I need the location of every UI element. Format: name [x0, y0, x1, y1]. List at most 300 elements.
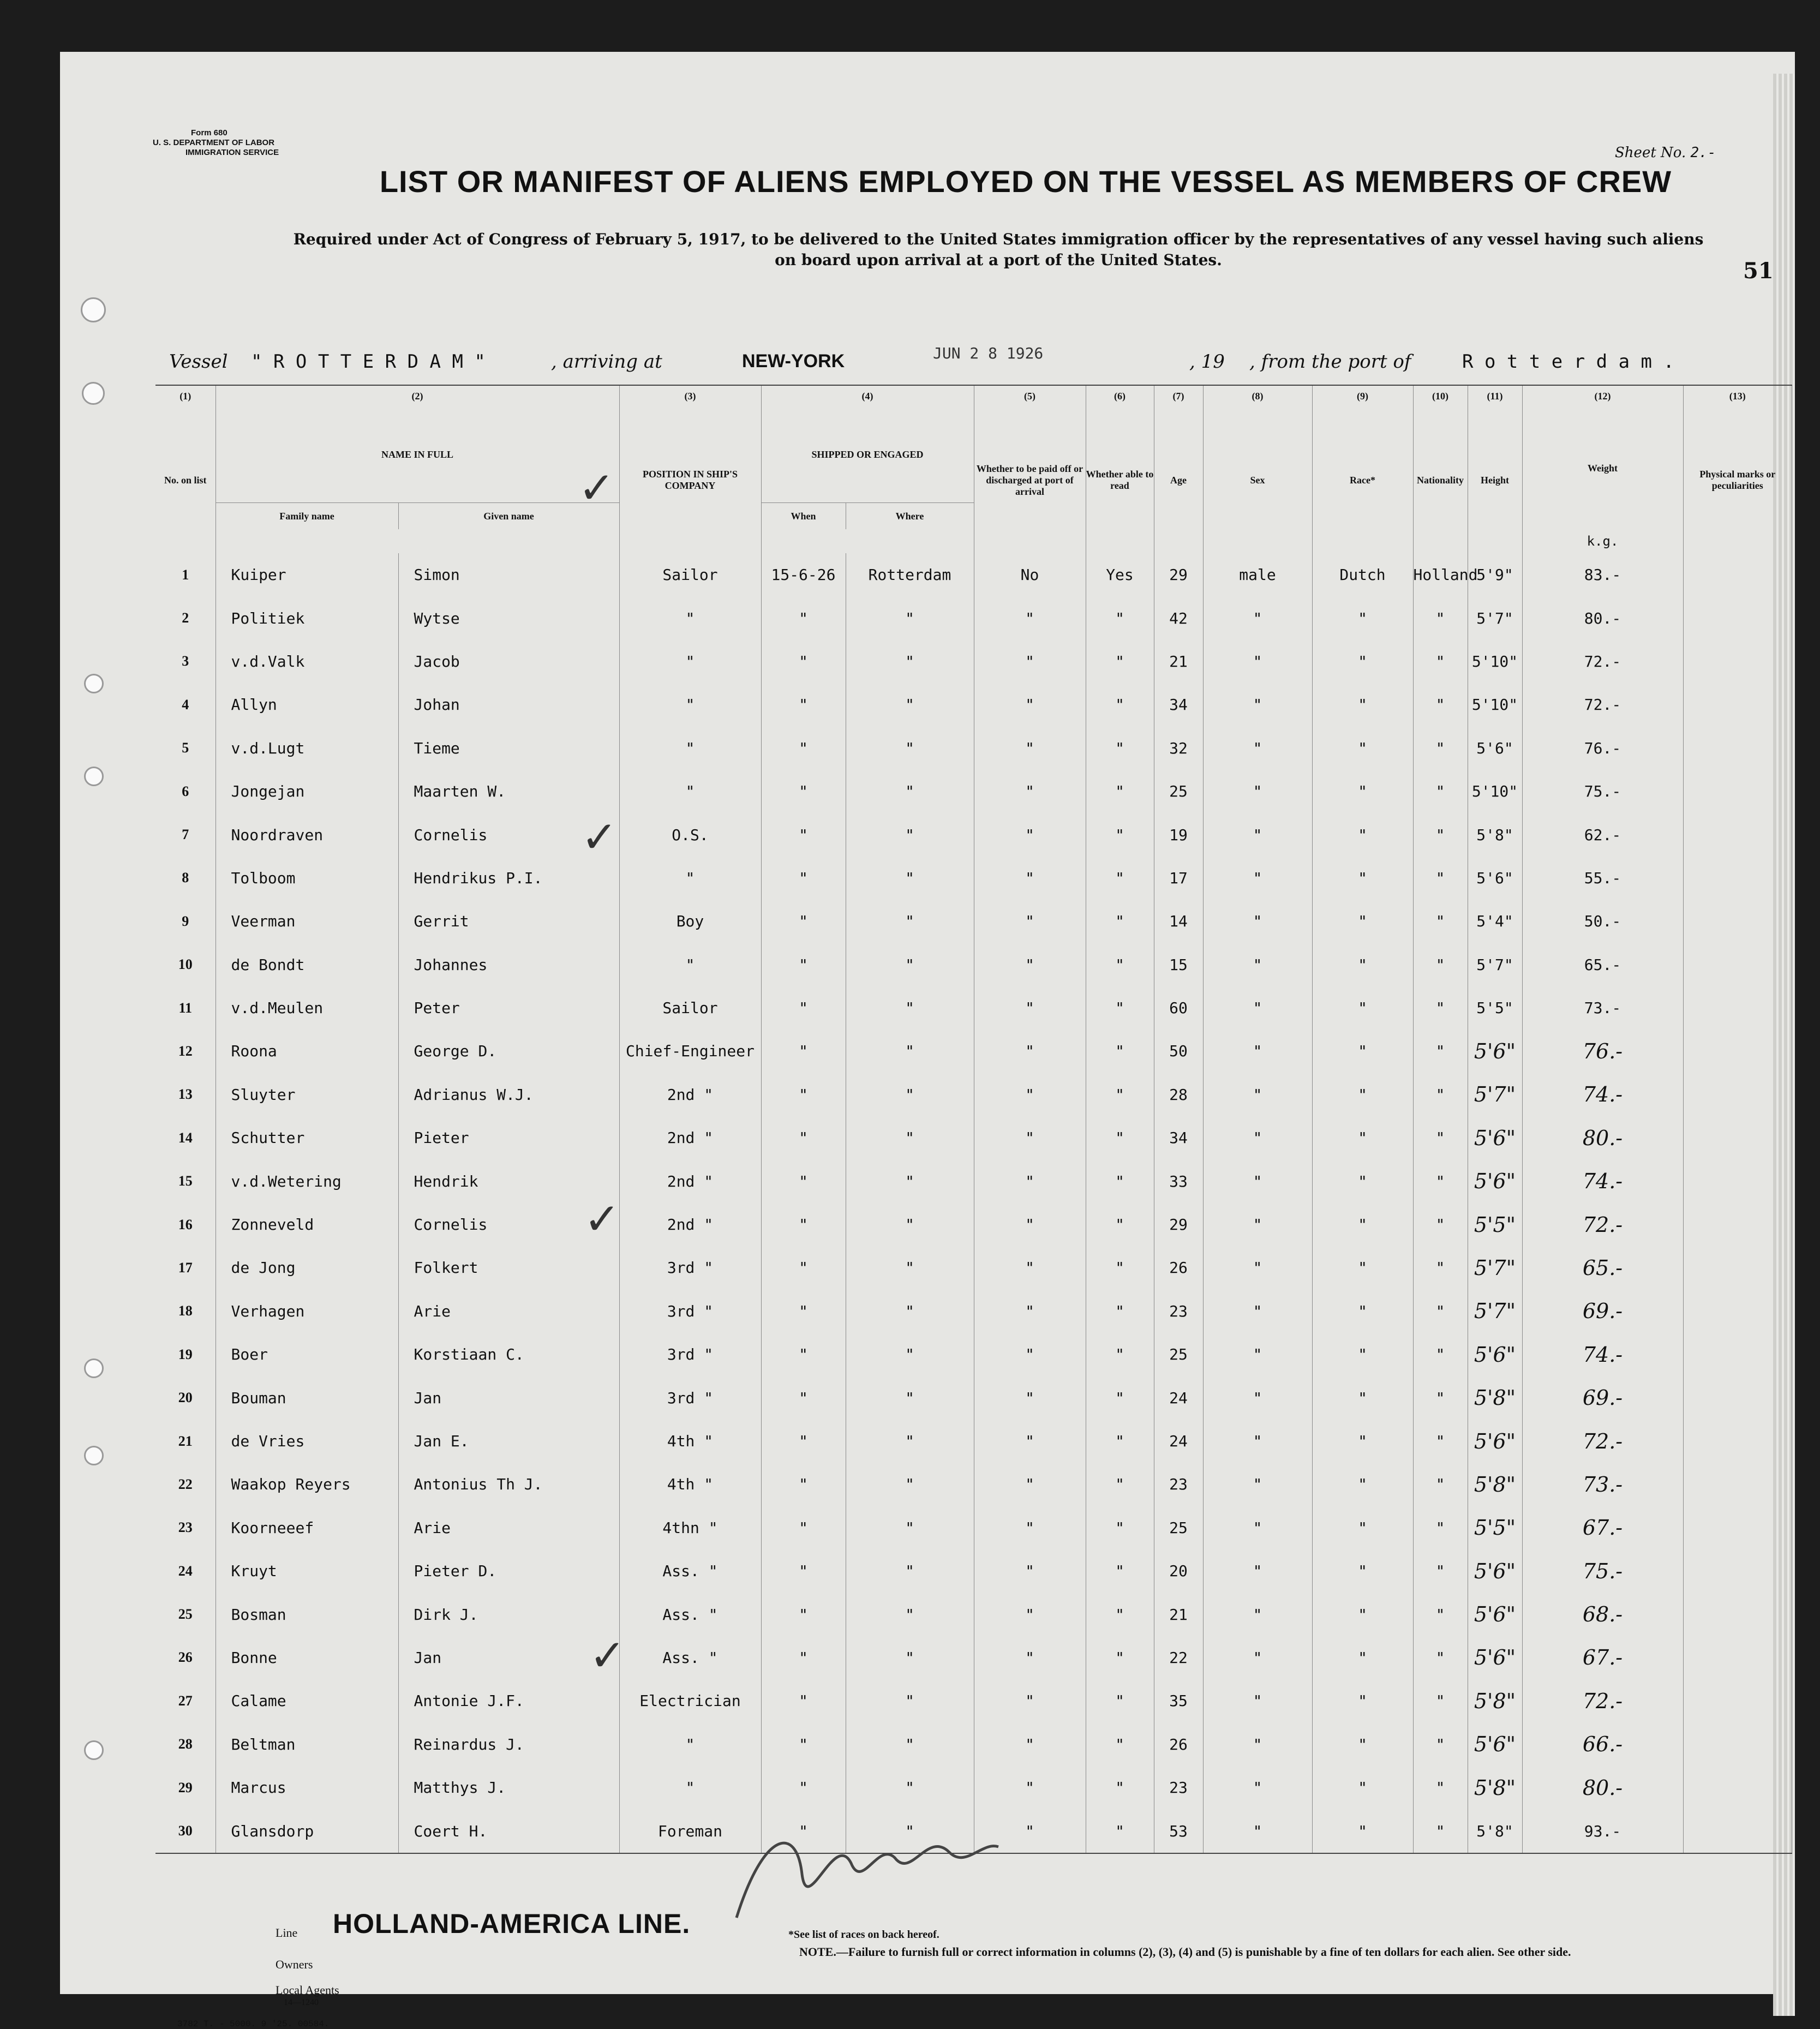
shipped-where-cell: ": [846, 1636, 974, 1679]
paid-off-cell: ": [974, 1636, 1086, 1679]
race-cell: ": [1312, 596, 1413, 639]
arriving-port: NEW-YORK: [742, 351, 845, 372]
family-name-cell: Allyn: [215, 683, 398, 726]
form-number: Form 680: [191, 128, 228, 137]
physical-marks-cell: [1683, 1420, 1792, 1463]
nationality-cell: ": [1413, 813, 1468, 856]
given-name-cell: Pieter D.: [398, 1549, 619, 1593]
race-cell: ": [1312, 1030, 1413, 1073]
weight-cell: 55.-: [1522, 857, 1683, 900]
weight-cell: 76.-: [1522, 727, 1683, 770]
physical-marks-cell: [1683, 1116, 1792, 1159]
able-to-read-cell: ": [1086, 1203, 1154, 1246]
race-cell: ": [1312, 727, 1413, 770]
row-number-cell: 11: [155, 986, 215, 1030]
nationality-cell: ": [1413, 1809, 1468, 1853]
age-cell: 60: [1154, 986, 1203, 1030]
shipped-when-cell: ": [761, 1246, 846, 1289]
sheet-number-value: 2.-: [1690, 145, 1716, 161]
header-race: Race*: [1312, 407, 1413, 553]
family-name-cell: Bonne: [215, 1636, 398, 1679]
company-stamp: HOLLAND-AMERICA LINE.: [333, 1908, 691, 1939]
physical-marks-cell: [1683, 943, 1792, 986]
weight-cell: 74.-: [1522, 1333, 1683, 1376]
shipped-where-cell: ": [846, 683, 974, 726]
able-to-read-cell: ": [1086, 1290, 1154, 1333]
paid-off-cell: ": [974, 813, 1086, 856]
race-cell: Dutch: [1312, 553, 1413, 596]
family-name-cell: Jongejan: [215, 770, 398, 813]
table-row: [155, 1073, 1792, 1116]
family-name-cell: Beltman: [215, 1723, 398, 1766]
manifest-sheet: [60, 52, 1795, 2029]
table-row: [155, 596, 1792, 639]
paid-off-cell: ": [974, 727, 1086, 770]
shipped-where-cell: ": [846, 1723, 974, 1766]
family-name-cell: v.d.Meulen: [215, 986, 398, 1030]
age-cell: 29: [1154, 553, 1203, 596]
sex-cell: ": [1203, 683, 1312, 726]
able-to-read-cell: ": [1086, 727, 1154, 770]
family-name-cell: Bosman: [215, 1593, 398, 1636]
position-cell: 3rd ": [619, 1333, 761, 1376]
shipped-when-cell: ": [761, 1073, 846, 1116]
position-cell: ": [619, 640, 761, 683]
row-number-cell: 1: [155, 553, 215, 596]
shipped-where-cell: ": [846, 1073, 974, 1116]
shipped-when-cell: ": [761, 596, 846, 639]
check-mark-icon: ✓: [581, 812, 618, 863]
header-shipped: SHIPPED OR ENGAGED: [761, 407, 974, 503]
physical-marks-cell: [1683, 1723, 1792, 1766]
age-cell: 23: [1154, 1766, 1203, 1809]
shipped-when-cell: ": [761, 1159, 846, 1202]
age-cell: 50: [1154, 1030, 1203, 1073]
nationality-cell: ": [1413, 1246, 1468, 1289]
able-to-read-cell: ": [1086, 1463, 1154, 1506]
given-name-cell: George D.: [398, 1030, 619, 1073]
position-cell: Boy: [619, 900, 761, 943]
physical-marks-cell: [1683, 1679, 1792, 1722]
height-cell: 5'6": [1468, 1593, 1522, 1636]
row-number-cell: 30: [155, 1809, 215, 1853]
weight-cell: 74.-: [1522, 1159, 1683, 1202]
able-to-read-cell: ": [1086, 596, 1154, 639]
year-label: , 19: [1189, 351, 1225, 373]
subtitle-line-2: on board upon arrival at a port of the United States.: [775, 251, 1222, 269]
table-row: [155, 1636, 1792, 1679]
shipped-where-cell: ": [846, 1030, 974, 1073]
age-cell: 33: [1154, 1159, 1203, 1202]
given-name-cell: Dirk J.: [398, 1593, 619, 1636]
table-row: [155, 1203, 1792, 1246]
height-cell: 5'6": [1468, 1420, 1522, 1463]
nationality-cell: ": [1413, 943, 1468, 986]
sex-cell: ": [1203, 1723, 1312, 1766]
sex-cell: ": [1203, 857, 1312, 900]
shipped-where-cell: ": [846, 770, 974, 813]
race-cell: ": [1312, 1809, 1413, 1853]
position-cell: ": [619, 596, 761, 639]
height-cell: 5'7": [1468, 1290, 1522, 1333]
able-to-read-cell: ": [1086, 986, 1154, 1030]
col-num-1: (1): [155, 385, 215, 407]
physical-marks-cell: [1683, 1463, 1792, 1506]
table-row: [155, 986, 1792, 1030]
row-number-cell: 24: [155, 1549, 215, 1593]
shipped-when-cell: ": [761, 1593, 846, 1636]
race-note: *See list of races on back hereof.: [788, 1929, 939, 1941]
nationality-cell: ": [1413, 596, 1468, 639]
able-to-read-cell: ": [1086, 1593, 1154, 1636]
sex-cell: ": [1203, 943, 1312, 986]
row-number-cell: 21: [155, 1420, 215, 1463]
nationality-cell: ": [1413, 857, 1468, 900]
able-to-read-cell: ": [1086, 1679, 1154, 1722]
row-number-cell: 26: [155, 1636, 215, 1679]
able-to-read-cell: ": [1086, 1636, 1154, 1679]
row-number-cell: 8: [155, 857, 215, 900]
position-cell: 4th ": [619, 1463, 761, 1506]
physical-marks-cell: [1683, 683, 1792, 726]
shipped-when-cell: ": [761, 683, 846, 726]
col-num-5: (5): [974, 385, 1086, 407]
race-cell: ": [1312, 1420, 1413, 1463]
able-to-read-cell: ": [1086, 1420, 1154, 1463]
weight-cell: 67.-: [1522, 1506, 1683, 1549]
given-name-cell: Wytse: [398, 596, 619, 639]
able-to-read-cell: ": [1086, 857, 1154, 900]
nationality-cell: ": [1413, 1159, 1468, 1202]
row-number-cell: 2: [155, 596, 215, 639]
able-to-read-cell: ": [1086, 1246, 1154, 1289]
shipped-when-cell: ": [761, 1679, 846, 1722]
age-cell: 42: [1154, 596, 1203, 639]
given-name-cell: Hendrik: [398, 1159, 619, 1202]
sex-cell: ": [1203, 1420, 1312, 1463]
header-read: Whether able to read: [1086, 407, 1154, 553]
weight-cell: 83.-: [1522, 553, 1683, 596]
header-given-name: Given name: [398, 503, 619, 530]
age-cell: 19: [1154, 813, 1203, 856]
form-identifier: [153, 128, 279, 158]
sex-cell: ": [1203, 596, 1312, 639]
header-where: Where: [846, 503, 974, 530]
position-cell: Foreman: [619, 1809, 761, 1853]
physical-marks-cell: [1683, 1809, 1792, 1853]
given-name-cell: Folkert: [398, 1246, 619, 1289]
nationality-cell: ": [1413, 1549, 1468, 1593]
weight-cell: 72.-: [1522, 1203, 1683, 1246]
shipped-where-cell: ": [846, 1549, 974, 1593]
physical-marks-cell: [1683, 1290, 1792, 1333]
paid-off-cell: ": [974, 1679, 1086, 1722]
col-num-11: (11): [1468, 385, 1522, 407]
given-name-cell: Coert H.: [398, 1809, 619, 1853]
able-to-read-cell: ": [1086, 770, 1154, 813]
paid-off-cell: ": [974, 1593, 1086, 1636]
race-cell: ": [1312, 1073, 1413, 1116]
height-cell: 5'9": [1468, 553, 1522, 596]
header-nationality: Nationality: [1413, 407, 1468, 553]
row-number-cell: 19: [155, 1333, 215, 1376]
given-name-cell: Jan E.: [398, 1420, 619, 1463]
shipped-where-cell: ": [846, 1506, 974, 1549]
position-cell: ": [619, 770, 761, 813]
shipped-when-cell: ": [761, 1766, 846, 1809]
race-cell: ": [1312, 813, 1413, 856]
shipped-where-cell: ": [846, 813, 974, 856]
given-name-cell: Gerrit: [398, 900, 619, 943]
able-to-read-cell: ": [1086, 1549, 1154, 1593]
nationality-cell: ": [1413, 727, 1468, 770]
header-age: Age: [1154, 407, 1203, 553]
penalty-note: NOTE.—Failure to furnish full or correct information in columns (2), (3), (4) and (5) is punishable by a fine of ten dollars for each alien. See other side.: [799, 1945, 1571, 1959]
weight-cell: 80.-: [1522, 1116, 1683, 1159]
shipped-where-cell: ": [846, 1420, 974, 1463]
shipped-when-cell: ": [761, 1549, 846, 1593]
nationality-cell: ": [1413, 1420, 1468, 1463]
race-cell: ": [1312, 1159, 1413, 1202]
binder-hole: [81, 297, 106, 322]
shipped-where-cell: ": [846, 1159, 974, 1202]
page-stamp-number: 51: [1743, 258, 1774, 284]
race-cell: ": [1312, 1593, 1413, 1636]
table-row: [155, 857, 1792, 900]
family-name-cell: Glansdorp: [215, 1809, 398, 1853]
family-name-cell: de Jong: [215, 1246, 398, 1289]
form-department: U. S. DEPARTMENT OF LABOR: [153, 138, 275, 147]
family-name-cell: Tolboom: [215, 857, 398, 900]
physical-marks-cell: [1683, 1203, 1792, 1246]
paid-off-cell: ": [974, 1376, 1086, 1419]
page-title: LIST OR MANIFEST OF ALIENS EMPLOYED ON THE VESSEL AS MEMBERS OF CREW: [379, 164, 1672, 199]
able-to-read-cell: ": [1086, 813, 1154, 856]
age-cell: 24: [1154, 1376, 1203, 1419]
height-cell: 5'10": [1468, 640, 1522, 683]
physical-marks-cell: [1683, 596, 1792, 639]
col-num-4: (4): [761, 385, 974, 407]
print-code: 3782 T. - 5000. 9 '25. 00584.: [177, 2019, 330, 2029]
race-cell: ": [1312, 1290, 1413, 1333]
nationality-cell: ": [1413, 1766, 1468, 1809]
nationality-cell: Holland: [1413, 553, 1468, 596]
able-to-read-cell: ": [1086, 1809, 1154, 1853]
sex-cell: ": [1203, 1463, 1312, 1506]
given-name-cell: Jan: [398, 1636, 619, 1679]
position-cell: 4thn ": [619, 1506, 761, 1549]
age-cell: 32: [1154, 727, 1203, 770]
shipped-when-cell: ": [761, 1420, 846, 1463]
paid-off-cell: ": [974, 1073, 1086, 1116]
height-cell: 5'8": [1468, 1463, 1522, 1506]
shipped-when-cell: ": [761, 1463, 846, 1506]
paid-off-cell: ": [974, 683, 1086, 726]
height-cell: 5'8": [1468, 813, 1522, 856]
given-name-cell: Korstiaan C.: [398, 1333, 619, 1376]
position-cell: ": [619, 727, 761, 770]
paid-off-cell: ": [974, 986, 1086, 1030]
row-number-cell: 12: [155, 1030, 215, 1073]
row-number-cell: 6: [155, 770, 215, 813]
col-num-10: (10): [1413, 385, 1468, 407]
nationality-cell: ": [1413, 1679, 1468, 1722]
race-cell: ": [1312, 900, 1413, 943]
height-cell: 5'7": [1468, 943, 1522, 986]
paid-off-cell: ": [974, 1290, 1086, 1333]
height-cell: 5'8": [1468, 1809, 1522, 1853]
able-to-read-cell: ": [1086, 1333, 1154, 1376]
paid-off-cell: ": [974, 1030, 1086, 1073]
weight-cell: 68.-: [1522, 1593, 1683, 1636]
race-cell: ": [1312, 1246, 1413, 1289]
age-cell: 22: [1154, 1636, 1203, 1679]
age-cell: 26: [1154, 1723, 1203, 1766]
header-marks: Physical marks or peculiarities: [1683, 407, 1792, 553]
given-name-cell: Arie: [398, 1506, 619, 1549]
nationality-cell: ": [1413, 770, 1468, 813]
weight-cell: 65.-: [1522, 943, 1683, 986]
age-cell: 20: [1154, 1549, 1203, 1593]
sex-cell: ": [1203, 1636, 1312, 1679]
physical-marks-cell: [1683, 986, 1792, 1030]
race-cell: ": [1312, 683, 1413, 726]
given-name-cell: Simon: [398, 553, 619, 596]
row-number-cell: 14: [155, 1116, 215, 1159]
weight-cell: 69.-: [1522, 1290, 1683, 1333]
check-mark-icon: ✓: [578, 463, 615, 513]
sex-cell: ": [1203, 1073, 1312, 1116]
paid-off-cell: ": [974, 1809, 1086, 1853]
row-number-cell: 16: [155, 1203, 215, 1246]
nationality-cell: ": [1413, 986, 1468, 1030]
header-weight: Weight: [1522, 407, 1683, 529]
paid-off-cell: ": [974, 1116, 1086, 1159]
arriving-label: , arriving at: [551, 351, 662, 373]
able-to-read-cell: ": [1086, 1506, 1154, 1549]
nationality-cell: ": [1413, 640, 1468, 683]
nationality-cell: ": [1413, 1116, 1468, 1159]
sex-cell: male: [1203, 553, 1312, 596]
handwritten-signature: [731, 1809, 1004, 1942]
given-name-cell: Hendrikus P.I.: [398, 857, 619, 900]
position-cell: 2nd ": [619, 1073, 761, 1116]
table-row: [155, 1679, 1792, 1722]
position-cell: ": [619, 1723, 761, 1766]
departure-port: R o t t e r d a m .: [1462, 351, 1674, 373]
height-cell: 5'5": [1468, 1203, 1522, 1246]
weight-cell: 75.-: [1522, 770, 1683, 813]
age-cell: 21: [1154, 1593, 1203, 1636]
row-number-cell: 10: [155, 943, 215, 986]
header-when: When: [761, 503, 846, 530]
family-name-cell: v.d.Wetering: [215, 1159, 398, 1202]
binder-hole: [84, 1446, 104, 1465]
row-number-cell: 15: [155, 1159, 215, 1202]
physical-marks-cell: [1683, 1506, 1792, 1549]
nationality-cell: ": [1413, 900, 1468, 943]
age-cell: 21: [1154, 640, 1203, 683]
vessel-name: " R O T T E R D A M ": [251, 351, 486, 373]
shipped-when-cell: ": [761, 1809, 846, 1853]
height-cell: 5'5": [1468, 986, 1522, 1030]
header-position: POSITION IN SHIP'S COMPANY: [619, 407, 761, 553]
binder-hole: [84, 1358, 104, 1378]
given-name-cell: Reinardus J.: [398, 1723, 619, 1766]
header-unit-row: [155, 529, 1792, 553]
family-name-cell: Calame: [215, 1679, 398, 1722]
shipped-where-cell: ": [846, 943, 974, 986]
shipped-where-cell: ": [846, 1463, 974, 1506]
position-cell: 4th ": [619, 1420, 761, 1463]
header-sex: Sex: [1203, 407, 1312, 553]
sex-cell: ": [1203, 727, 1312, 770]
sex-cell: ": [1203, 1809, 1312, 1853]
binder-hole: [84, 767, 104, 786]
nationality-cell: ": [1413, 1376, 1468, 1419]
family-name-cell: Kuiper: [215, 553, 398, 596]
table-row: [155, 943, 1792, 986]
nationality-cell: ": [1413, 1333, 1468, 1376]
family-name-cell: Kruyt: [215, 1549, 398, 1593]
weight-cell: 66.-: [1522, 1723, 1683, 1766]
table-row: [155, 1506, 1792, 1549]
height-cell: 5'7": [1468, 1073, 1522, 1116]
age-cell: 17: [1154, 857, 1203, 900]
height-cell: 5'7": [1468, 596, 1522, 639]
height-cell: 5'10": [1468, 770, 1522, 813]
check-mark-icon: ✓: [589, 1630, 626, 1681]
weight-cell: 69.-: [1522, 1376, 1683, 1419]
date-stamp: JUN 2 8 1926: [933, 344, 1044, 362]
age-cell: 23: [1154, 1463, 1203, 1506]
position-cell: ": [619, 683, 761, 726]
vessel-label: Vessel: [169, 351, 228, 373]
given-name-cell: Jacob: [398, 640, 619, 683]
family-name-cell: Verhagen: [215, 1290, 398, 1333]
able-to-read-cell: ": [1086, 1376, 1154, 1419]
paid-off-cell: ": [974, 770, 1086, 813]
family-name-cell: de Bondt: [215, 943, 398, 986]
physical-marks-cell: [1683, 553, 1792, 596]
height-cell: 5'5": [1468, 1506, 1522, 1549]
race-cell: ": [1312, 1549, 1413, 1593]
header-height: Height: [1468, 407, 1522, 553]
shipped-when-cell: ": [761, 1290, 846, 1333]
physical-marks-cell: [1683, 1766, 1792, 1809]
header-family-name: Family name: [215, 503, 398, 530]
weight-cell: 73.-: [1522, 1463, 1683, 1506]
physical-marks-cell: [1683, 813, 1792, 856]
race-cell: ": [1312, 1203, 1413, 1246]
family-name-cell: Waakop Reyers: [215, 1463, 398, 1506]
age-cell: 34: [1154, 1116, 1203, 1159]
physical-marks-cell: [1683, 770, 1792, 813]
given-name-cell: Adrianus W.J.: [398, 1073, 619, 1116]
physical-marks-cell: [1683, 1549, 1792, 1593]
paid-off-cell: ": [974, 1549, 1086, 1593]
nationality-cell: ": [1413, 1203, 1468, 1246]
given-name-cell: Johan: [398, 683, 619, 726]
weight-cell: 72.-: [1522, 1420, 1683, 1463]
physical-marks-cell: [1683, 1073, 1792, 1116]
given-name-cell: Tieme: [398, 727, 619, 770]
family-name-cell: Koorneeef: [215, 1506, 398, 1549]
race-cell: ": [1312, 986, 1413, 1030]
table-row: [155, 1246, 1792, 1289]
shipped-where-cell: ": [846, 640, 974, 683]
height-cell: 5'6": [1468, 1030, 1522, 1073]
